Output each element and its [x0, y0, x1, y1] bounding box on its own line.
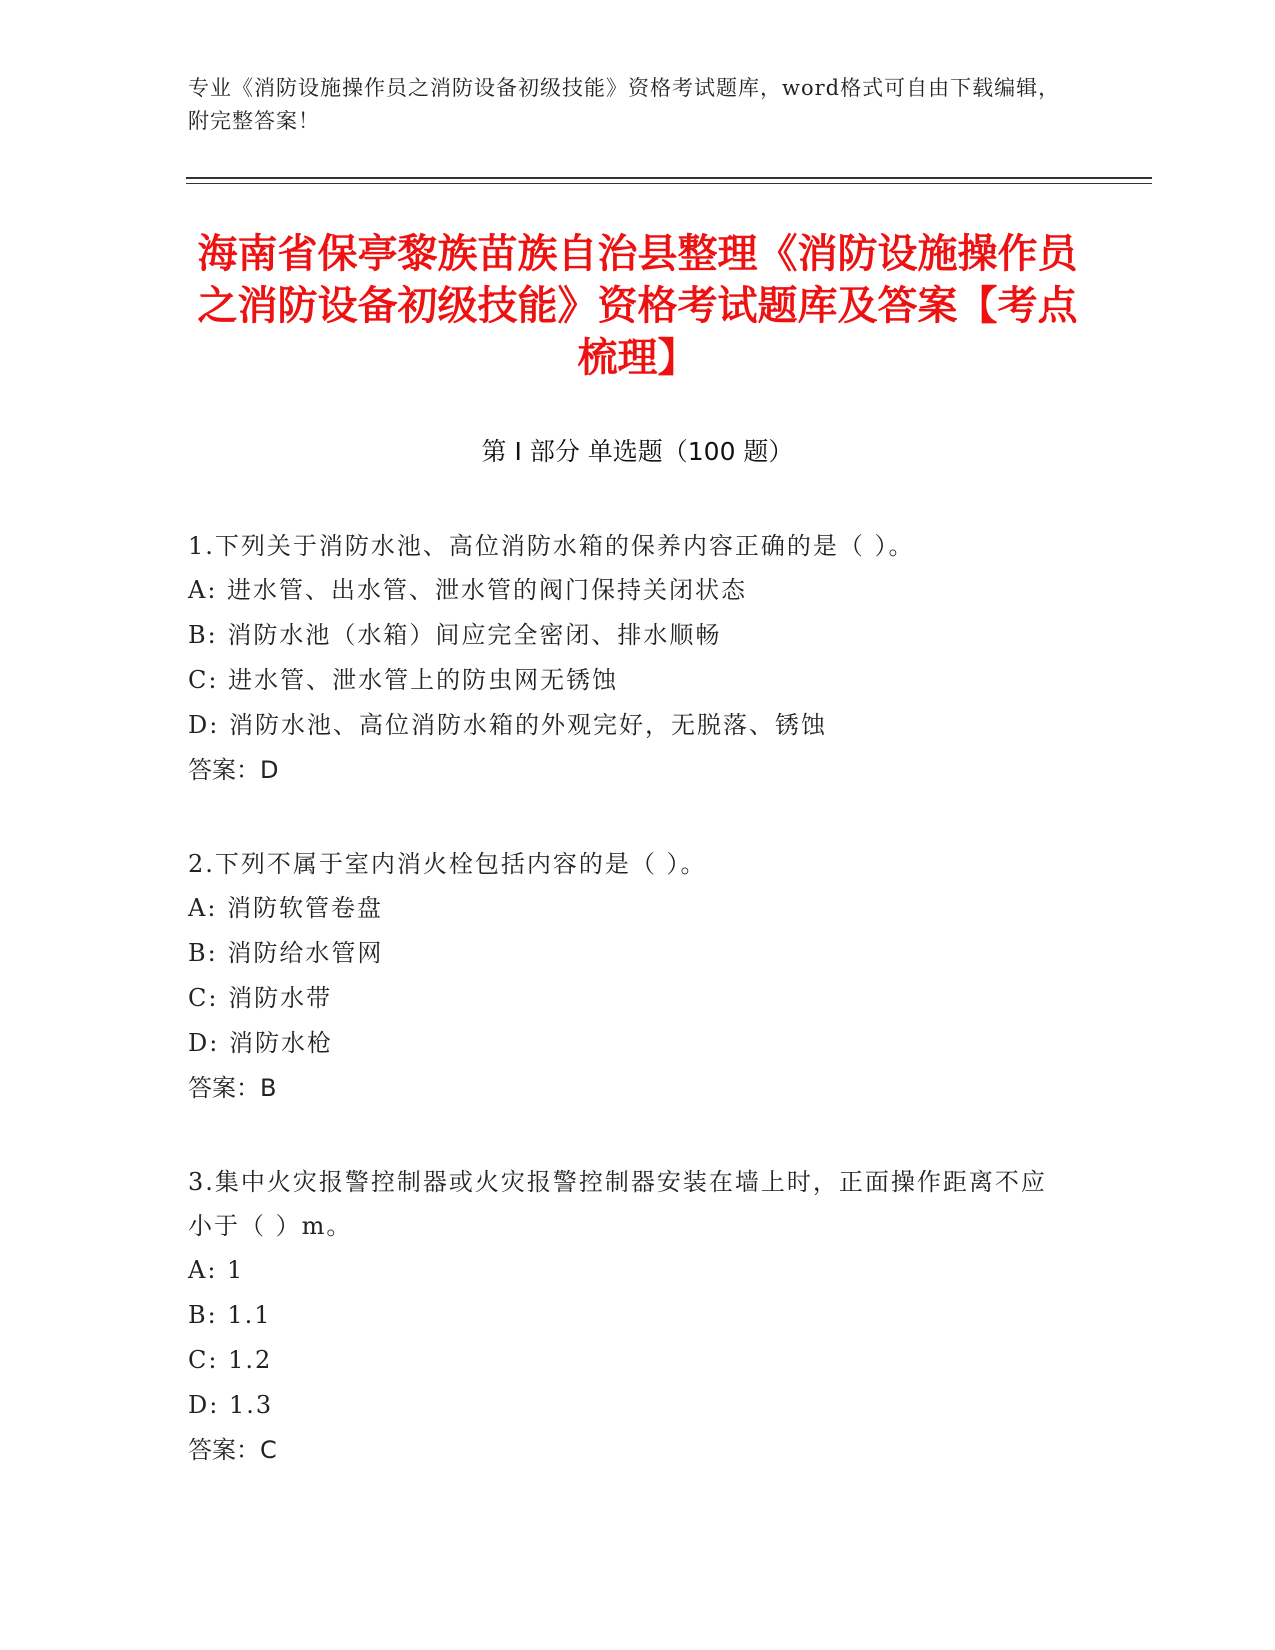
option-b: B: 消防给水管网: [188, 939, 384, 967]
option-c: C: 进水管、泄水管上的防虫网无锈蚀: [188, 666, 619, 694]
option-c: C: 消防水带: [188, 984, 333, 1012]
option-a: A: 1: [188, 1256, 245, 1284]
option-a: A: 消防软管卷盘: [188, 894, 384, 922]
question-stem: 1.下列关于消防水池、高位消防水箱的保养内容正确的是（ ）。: [188, 532, 915, 560]
option-c: C: 1.2: [188, 1346, 273, 1374]
option-b: B: 1.1: [188, 1301, 272, 1329]
answer: 答案：D: [188, 756, 279, 784]
question-stem: 2.下列不属于室内消火栓包括内容的是（ ）。: [188, 850, 707, 878]
answer: 答案：C: [188, 1436, 277, 1464]
option-b: B: 消防水池（水箱）间应完全密闭、排水顺畅: [188, 621, 722, 649]
question-1: [188, 524, 1068, 793]
option-d: D: 1.3: [188, 1391, 274, 1419]
header-divider-thin: [186, 183, 1152, 184]
option-a: A: 进水管、出水管、泄水管的阀门保持关闭状态: [188, 576, 748, 604]
header-note: 专业《消防设施操作员之消防设备初级技能》资格考试题库，word格式可自由下载编辑，附完整答案！: [188, 76, 1061, 133]
question-stem: 3.集中火灾报警控制器或火灾报警控制器安装在墙上时，正面操作距离不应小于（ ）m。: [188, 1168, 1047, 1240]
header-divider-thick: [186, 177, 1152, 179]
answer: 答案：B: [188, 1074, 277, 1102]
option-d: D: 消防水枪: [188, 1029, 333, 1057]
document-title: 海南省保亭黎族苗族自治县整理《消防设施操作员之消防设备初级技能》资格考试题库及答案【考点梳理】: [197, 231, 1078, 381]
question-2: [188, 842, 1068, 1111]
section-heading: 第 I 部分 单选题（100 题）: [481, 437, 794, 466]
question-3: [188, 1160, 1068, 1473]
option-d: D: 消防水池、高位消防水箱的外观完好，无脱落、锈蚀: [188, 711, 827, 739]
